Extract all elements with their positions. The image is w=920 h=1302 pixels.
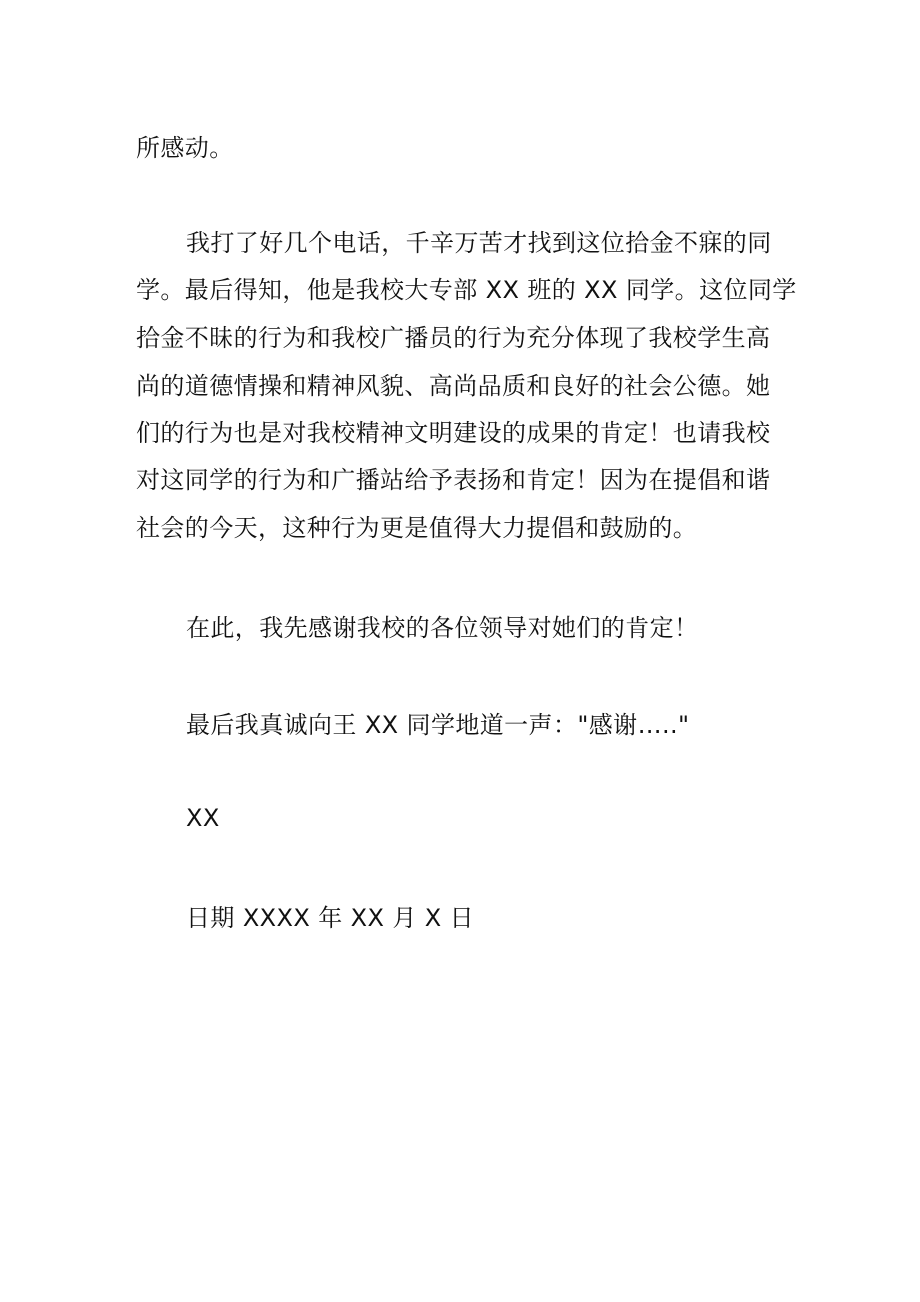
paragraph-line: 对这同学的行为和广播站给予表扬和肯定！因为在提倡和谐 xyxy=(136,466,771,494)
paragraph-line: 社会的今天，这种行为更是值得大力提倡和鼓励的。 xyxy=(136,514,698,542)
paragraph-line: 我打了好几个电话，千辛万苦才找到这位拾金不寐的同 xyxy=(186,229,772,257)
date-line: 日期 XXXX 年 XX 月 X 日 xyxy=(186,904,475,932)
paragraph-thanks-leaders: 在此，我先感谢我校的各位领导对她们的肯定！ xyxy=(186,614,699,642)
paragraph-line: 们的行为也是对我校精神文明建设的成果的肯定！也请我校 xyxy=(136,419,771,447)
paragraph-line: 尚的道德情操和精神风貌、高尚品质和良好的社会公德。她 xyxy=(136,372,771,400)
signature: XX xyxy=(186,804,220,832)
paragraph-continuation: 所感动。 xyxy=(136,134,234,162)
paragraph-line: 拾金不昧的行为和我校广播员的行为充分体现了我校学生高 xyxy=(136,324,771,352)
paragraph-final-thanks: 最后我真诚向王 XX 同学地道一声："感谢….." xyxy=(186,711,690,739)
paragraph-line: 学。最后得知，他是我校大专部 XX 班的 XX 同学。这位同学 xyxy=(136,276,797,304)
